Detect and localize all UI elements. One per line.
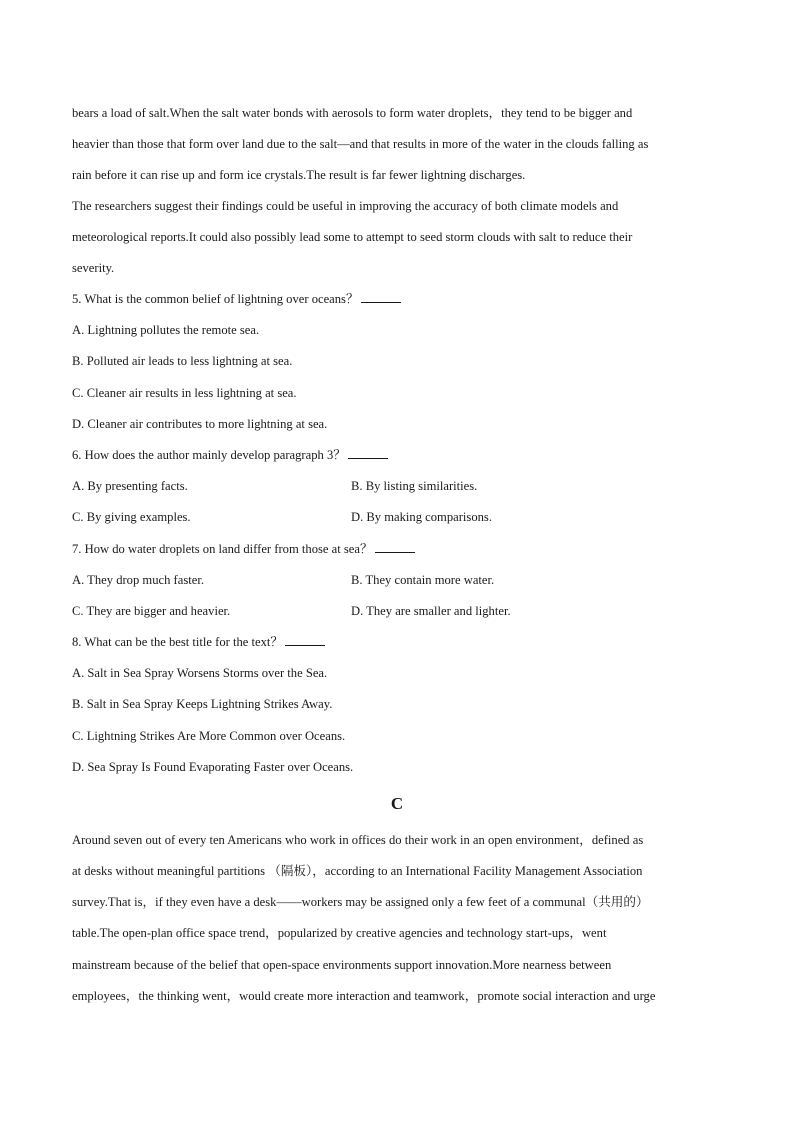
answer-blank[interactable] bbox=[375, 542, 415, 553]
question-5-stem: 5. What is the common belief of lightning over oceans？ bbox=[72, 291, 401, 307]
section-heading: C bbox=[390, 794, 404, 813]
question-7-option-d: D. They are smaller and lighter. bbox=[351, 604, 511, 618]
question-7-option-c: C. They are bigger and heavier. bbox=[72, 604, 231, 618]
passage-line: meteorological reports.It could also possibly lead some to attempt to seed storm clouds with salt to reduce their bbox=[72, 230, 633, 244]
passage-line: Around seven out of every ten Americans who work in offices do their work in an open environment，defined as bbox=[72, 833, 644, 847]
passage-line: The researchers suggest their findings could be useful in improving the accuracy of both climate models and bbox=[72, 199, 619, 213]
question-5-option-a: A. Lightning pollutes the remote sea. bbox=[72, 323, 260, 337]
question-7-stem: 7. How do water droplets on land differ from those at sea？ bbox=[72, 541, 415, 557]
passage-line: at desks without meaningful partitions （隔板），according to an International Facility Management Association bbox=[72, 864, 643, 878]
answer-blank[interactable] bbox=[285, 635, 325, 646]
answer-blank[interactable] bbox=[348, 448, 388, 459]
answer-blank[interactable] bbox=[361, 292, 401, 303]
passage-line: severity. bbox=[72, 261, 115, 275]
question-8-option-c: C. Lightning Strikes Are More Common over Oceans. bbox=[72, 729, 346, 743]
question-7-option-b: B. They contain more water. bbox=[351, 573, 495, 587]
question-5-option-d: D. Cleaner air contributes to more lightning at sea. bbox=[72, 417, 328, 431]
passage-line: employees，the thinking went，would create more interaction and teamwork，promote social interaction and urge bbox=[72, 989, 656, 1003]
passage-line: heavier than those that form over land due to the salt—and that results in more of the water in the clouds falling as bbox=[72, 137, 649, 151]
question-6-option-a: A. By presenting facts. bbox=[72, 479, 188, 493]
question-8-option-a: A. Salt in Sea Spray Worsens Storms over the Sea. bbox=[72, 666, 328, 680]
passage-line: table.The open-plan office space trend，popularized by creative agencies and technology start-ups，went bbox=[72, 926, 607, 940]
question-8-stem: 8. What can be the best title for the text？ bbox=[72, 634, 325, 650]
question-8-option-b: B. Salt in Sea Spray Keeps Lightning Strikes Away. bbox=[72, 697, 333, 711]
question-5-option-b: B. Polluted air leads to less lightning at sea. bbox=[72, 354, 293, 368]
question-8-option-d: D. Sea Spray Is Found Evaporating Faster over Oceans. bbox=[72, 760, 354, 774]
passage-line: bears a load of salt.When the salt water bonds with aerosols to form water droplets，they tend to be bigger and bbox=[72, 106, 633, 120]
question-6-option-b: B. By listing similarities. bbox=[351, 479, 478, 493]
question-6-option-c: C. By giving examples. bbox=[72, 510, 191, 524]
passage-line: mainstream because of the belief that open-space environments support innovation.More nearness between bbox=[72, 958, 612, 972]
passage-line: rain before it can rise up and form ice crystals.The result is far fewer lightning discharges. bbox=[72, 168, 526, 182]
question-7-option-a: A. They drop much faster. bbox=[72, 573, 204, 587]
question-6-stem: 6. How does the author mainly develop paragraph 3？ bbox=[72, 447, 388, 463]
question-6-option-d: D. By making comparisons. bbox=[351, 510, 492, 524]
question-5-option-c: C. Cleaner air results in less lightning at sea. bbox=[72, 386, 297, 400]
passage-line: survey.That is，if they even have a desk——workers may be assigned only a few feet of a communal（共用的） bbox=[72, 895, 649, 909]
